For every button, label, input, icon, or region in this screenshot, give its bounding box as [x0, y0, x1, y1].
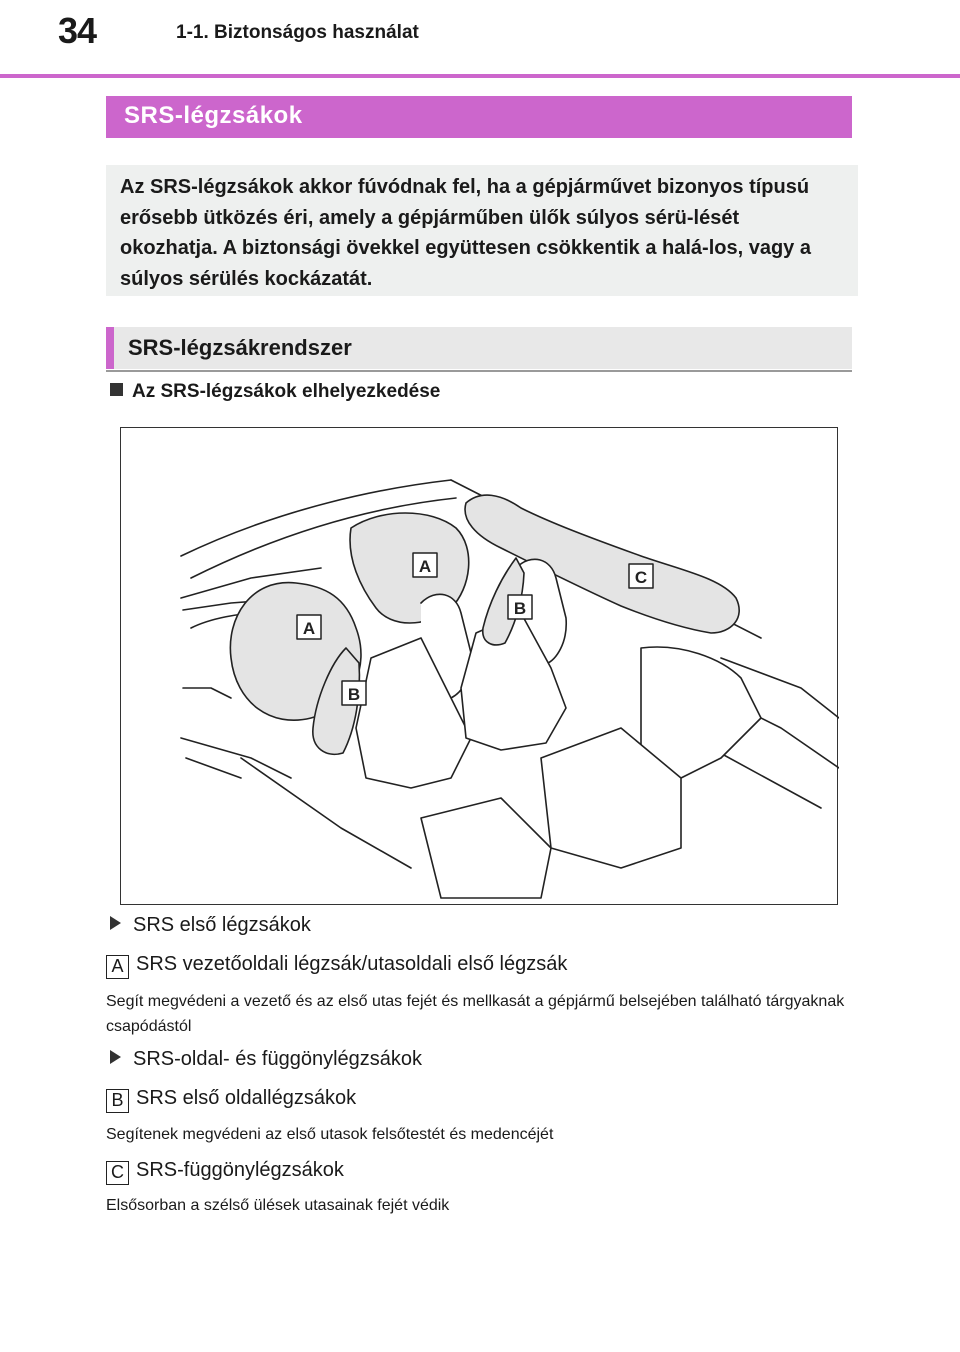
section-title: SRS-légzsákok	[124, 102, 303, 129]
header-rule	[0, 74, 960, 78]
letter-box-b: B	[106, 1089, 129, 1113]
item-c-description: Elsősorban a szélső ülések utasainak fejét védik	[106, 1197, 450, 1214]
triangle-bullet-icon	[110, 1050, 121, 1064]
item-b-description: Segítenek megvédeni az első utasok felsőtestét és medencéjét	[106, 1126, 554, 1143]
letter-box-a: A	[106, 955, 129, 979]
letter-box-c: C	[106, 1161, 129, 1185]
location-heading-text: Az SRS-légzsákok elhelyezkedése	[132, 381, 441, 402]
group-title-front: SRS első légzsákok	[110, 914, 311, 937]
item-c-label: C SRS-függönylégzsákok	[106, 1159, 344, 1185]
square-bullet-icon	[110, 383, 123, 396]
car-interior-illustration	[121, 428, 839, 906]
item-b-label: B SRS első oldallégzsákok	[106, 1087, 356, 1113]
item-a-description: Segít megvédeni a vezető és az első utas fejét és mellkasát a gépjármű belsejében található tárgyaknak csapódástól	[106, 993, 845, 1035]
callout-b-passenger: B	[513, 599, 527, 618]
subsection-rule	[106, 370, 852, 372]
intro-box	[106, 165, 858, 296]
callout-a-passenger: A	[418, 557, 432, 576]
chapter-title: 1-1. Biztonságos használat	[176, 22, 419, 43]
airbag-location-figure	[120, 427, 838, 905]
callout-a-driver: A	[302, 619, 316, 638]
section-banner	[106, 96, 852, 138]
triangle-bullet-icon	[110, 916, 121, 930]
subsection-banner	[106, 327, 852, 369]
subsection-title: SRS-légzsákrendszer	[128, 335, 352, 360]
page-number: 34	[58, 10, 97, 51]
location-heading	[110, 381, 440, 403]
intro-text: Az SRS-légzsákok akkor fúvódnak fel, ha a gépjárművet bizonyos típusú erősebb ütközés éri, amely a gépjárműben ülők súlyos sérü-lését okozhatja. A biztonsági övekkel együttesen csökkentik a halá-los, vagy a súlyos sérülés kockázatát.	[120, 176, 811, 290]
callout-c-curtain: C	[634, 568, 648, 587]
group-title-side-curtain: SRS-oldal- és függönylégzsákok	[110, 1048, 422, 1071]
item-a-label: A SRS vezetőoldali légzsák/utasoldali első légzsák	[106, 953, 567, 979]
callout-b-driver: B	[347, 685, 361, 704]
